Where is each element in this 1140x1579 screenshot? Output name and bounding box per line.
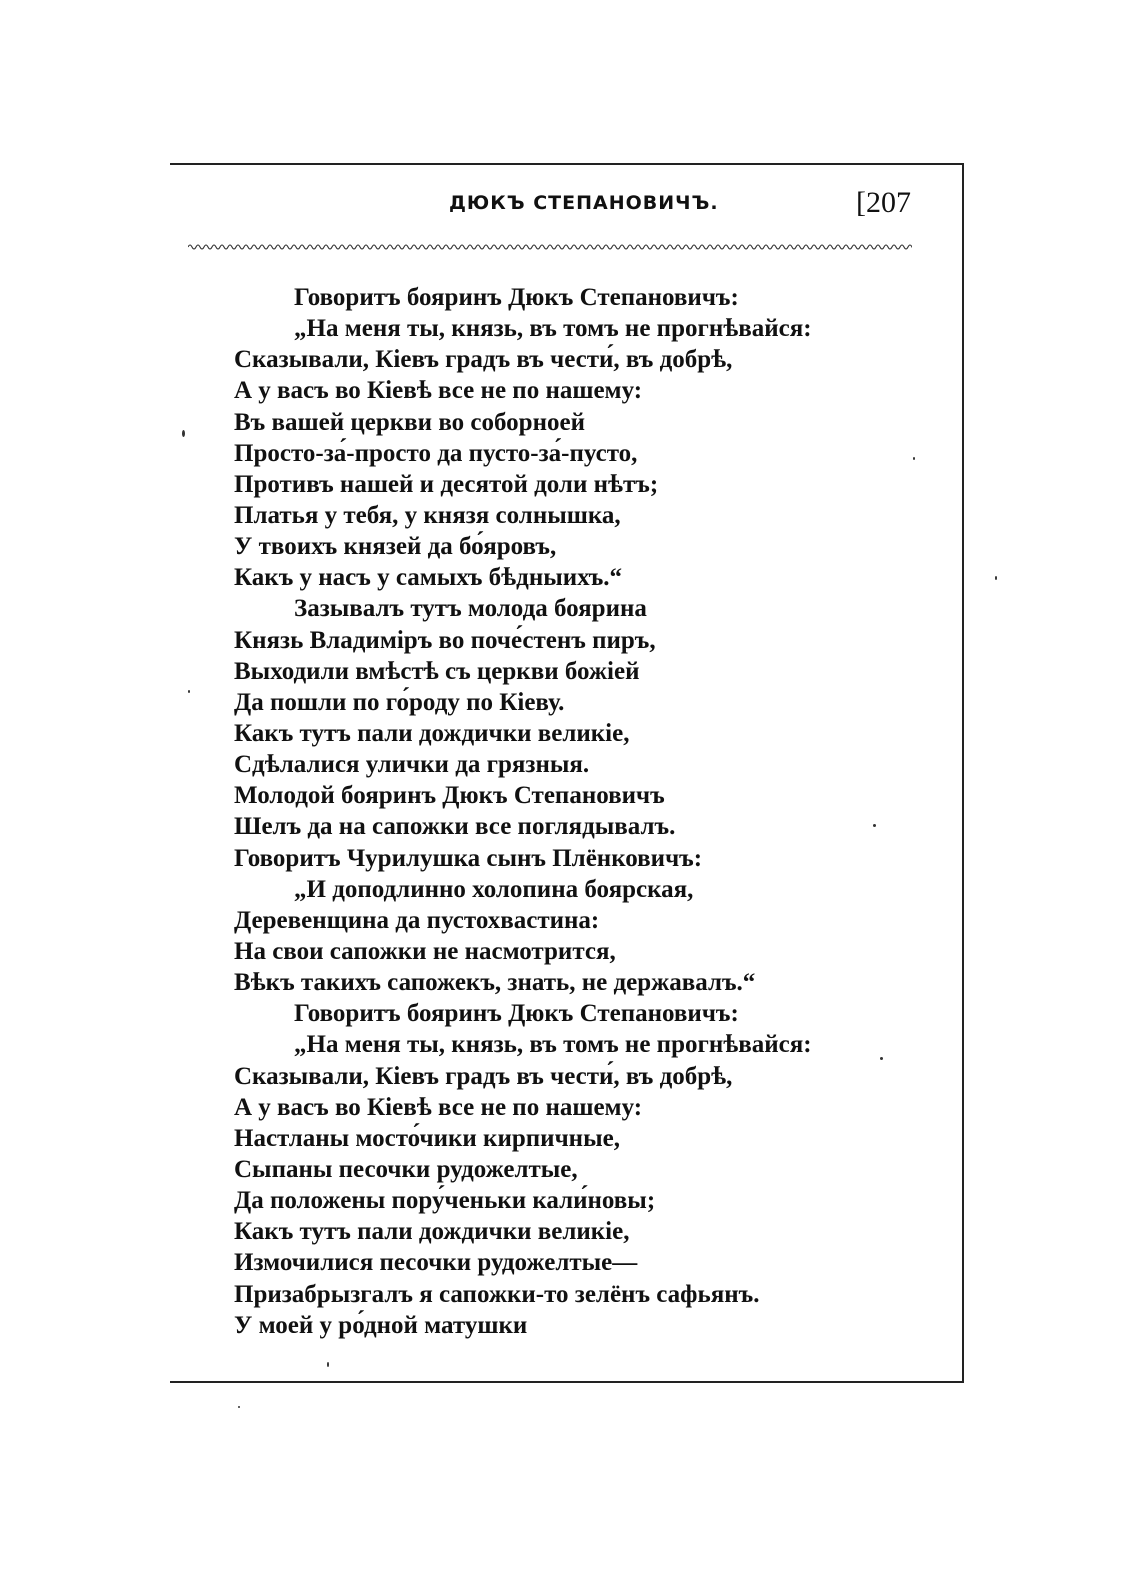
verse-line: Просто-за́-просто да пусто-за́-пусто, (234, 439, 638, 467)
verse-line: Говоритъ Чурилушка сынъ Плёнковичъ: (234, 844, 703, 872)
print-speck (238, 1406, 240, 1408)
verse-line: Молодой бояринъ Дюкъ Степановичъ (234, 782, 665, 810)
print-speck (182, 430, 185, 437)
verse-line: Говоритъ бояринъ Дюкъ Степановичъ: (294, 1000, 739, 1028)
verse-line: Шелъ да на сапожки все поглядывалъ. (234, 813, 676, 841)
verse-line: Въ вашей церкви во соборноей (234, 408, 585, 436)
verse-line: „И доподлинно холопина боярская, (294, 875, 694, 903)
verse-line: „На меня ты, князь, въ томъ не прогнѣвайся: (294, 1031, 812, 1059)
verse-line: Настланы мосто́чики кирпичные, (234, 1124, 620, 1152)
wavy-rule (188, 240, 912, 254)
verse-line: На свои сапожки не насмотрится, (234, 937, 616, 965)
verse-line: Какъ у насъ у самыхъ бѣдныихъ.“ (234, 564, 623, 592)
verse-line: Измочилися песочки рудожелтые— (234, 1249, 638, 1277)
verse-line: Выходили вмѣстѣ съ церкви божіей (234, 657, 640, 685)
verse-line: Сказывали, Кіевъ градъ въ чести́, въ добрѣ, (234, 1062, 733, 1090)
verse-line: У моей у ро́дной матушки (234, 1311, 528, 1339)
print-speck (995, 576, 997, 580)
verse-line: Противъ нашей и десятой доли нѣтъ; (234, 470, 659, 498)
verse-line: А у васъ во Кіевѣ все не по нашему: (234, 1093, 643, 1121)
print-speck (913, 457, 915, 460)
print-speck (188, 690, 190, 693)
print-speck (873, 824, 876, 827)
verse-line: У твоихъ князей да бо́яровъ, (234, 533, 557, 561)
print-speck (327, 1362, 329, 1367)
verse-line: Какъ тутъ пали дождички великіе, (234, 1218, 630, 1246)
verse-line: Сказывали, Кіевъ градъ въ чести́, въ добрѣ, (234, 346, 733, 374)
verse-line: Сыпаны песочки рудожелтые, (234, 1155, 578, 1183)
verse-line: Да положены пору́ченьки кали́новы; (234, 1187, 656, 1215)
verse-line: Деревенщина да пустохвастина: (234, 906, 600, 934)
verse-line: „На меня ты, князь, въ томъ не прогнѣвайся: (294, 315, 812, 343)
verse-line: Какъ тутъ пали дождички великіе, (234, 719, 630, 747)
verse-line: А у васъ во Кіевѣ все не по нашему: (234, 377, 643, 405)
verse-line: Платья у тебя, у князя солнышка, (234, 501, 621, 529)
verse-line: Сдѣлалися улички да грязныя. (234, 751, 590, 779)
verse (234, 282, 812, 1341)
page-number: [207 (856, 186, 911, 219)
print-speck (880, 1057, 883, 1060)
verse-line: Да пошли по го́роду по Кіеву. (234, 688, 565, 716)
verse-line: Призабрызгалъ я сапожки-то зелёнъ сафьянъ. (234, 1280, 760, 1308)
verse-line: Вѣкъ такихъ сапожекъ, знать, не державалъ.“ (234, 969, 756, 997)
verse-line: Зазывалъ тутъ молода боярина (294, 595, 647, 623)
verse-line: Говоритъ бояринъ Дюкъ Степановичъ: (294, 284, 739, 311)
verse-line: Князь Владиміръ во поче́стенъ пиръ, (234, 626, 656, 654)
running-head: ДЮКЪ СТЕПАНОВИЧЪ. (449, 192, 719, 214)
